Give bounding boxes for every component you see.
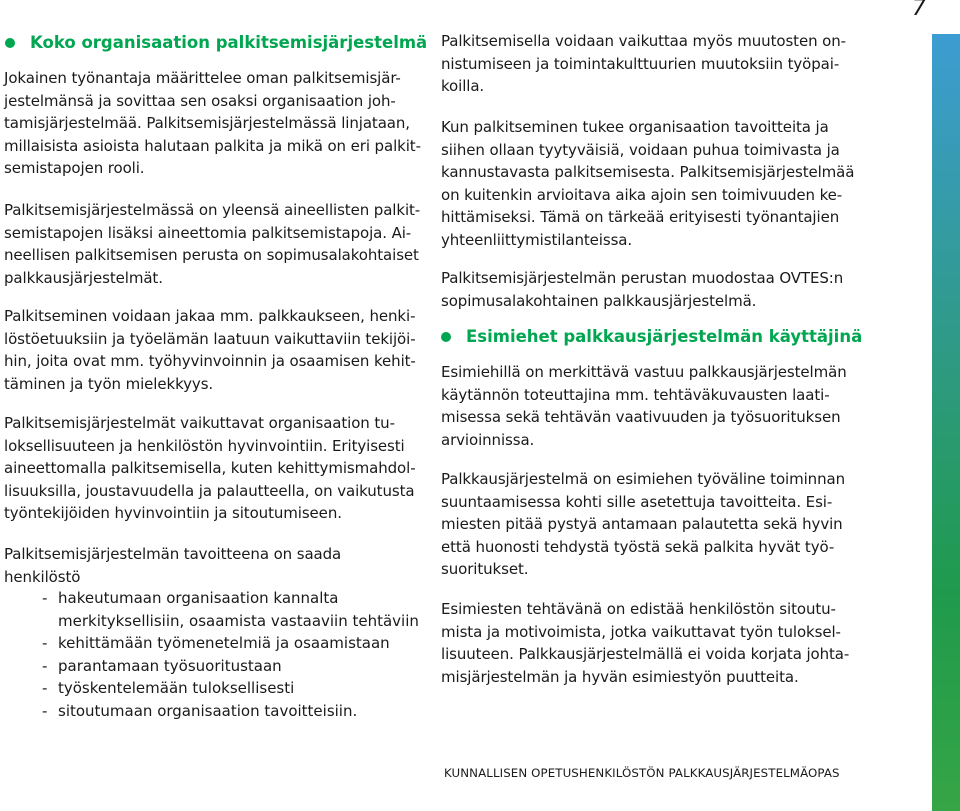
text-line: suoritukset. [441,560,529,578]
text-line: mista ja motivoimista, jotka vaikuttavat työn tuloksel- [441,622,841,641]
text-line: jestelmänsä ja sovittaa sen osaksi organisaation joh- [4,91,396,110]
text-line: misjärjestelmän ja hyvän esimiestyön puutteita. [441,667,799,686]
paragraph [441,598,849,688]
text-line: palkkausjärjestelmät. [4,268,163,287]
list-item [4,700,419,723]
paragraph [4,67,421,180]
dash-marker: - [42,701,48,720]
text-line: aineettomalla palkitsemisella, kuten kehittymismahdol- [4,459,416,477]
text-line: Palkitsemisjärjestelmät vaikuttavat organisaation tu- [4,414,395,432]
paragraph [441,30,846,98]
text-line: on kuitenkin arvioitava aika ajoin sen toimivuuden ke- [441,185,843,204]
text-line: työskentelemään tuloksellisesti [58,679,295,697]
text-line: Esimiehillä on merkittävä vastuu palkkausjärjestelmän [441,363,847,381]
text-line: nistumiseen ja toimintakulttuurien muutoksiin työpai- [441,54,840,73]
dash-marker: - [42,634,48,652]
text-line: tamisjärjestelmää. Palkitsemisjärjestelmässä linjataan, [4,114,410,132]
text-line: merkityksellisiin, osaamista vastaaviin tehtäviin [58,611,419,630]
text-line: sitoutumaan organisaation tavoitteisiin. [58,701,358,720]
footer-publication-title: KUNNALLISEN OPETUSHENKILÖSTÖN PALKKAUSJÄRJESTELMÄOPAS [444,766,840,780]
text-line: sopimusalakohtainen palkkausjärjestelmä. [441,291,757,310]
text-line: siihen ollaan tyytyväisiä, voidaan puhua toimivasta ja [441,140,840,159]
text-line: löstöetuuksiin ja työelämän laatuun vaikuttaviin tekijöi- [4,329,416,348]
paragraph [4,199,420,289]
text-line: työntekijöiden hyvinvointiin ja sitoutumiseen. [4,504,342,522]
page-number: 7 [912,0,926,21]
paragraph [441,361,847,451]
dash-marker: - [42,656,48,675]
paragraph [441,267,843,312]
text-line: kannustavasta palkitsemisesta. Palkitsemisjärjestelmää [441,163,855,181]
text-line: semistapojen lisäksi aineettomia palkitsemistapoja. Ai- [4,223,412,242]
text-line: semistapojen rooli. [4,159,145,177]
text-line: Esimiesten tehtävänä on edistää henkilöstön sitoutu- [441,600,836,618]
text-line: Palkitsemisjärjestelmässä on yleensä aineellisten palkit- [4,201,421,219]
paragraph [441,468,845,581]
text-line: miesten pitää pystyä antamaan palautetta sekä hyvin [441,515,843,533]
list-item [4,655,419,678]
text-line: Palkitsemisjärjestelmän tavoitteena on saada [4,545,342,563]
text-line: misessa sekä tehtävän vaativuuden ja työsuorituksen [441,408,841,426]
text-line: parantamaan työsuoritustaan [58,656,282,675]
text-line: Kun palkitseminen tukee organisaation tavoitteita ja [441,118,829,136]
text-line: täminen ja työn mielekkyys. [4,374,214,393]
goals-list [4,587,419,722]
text-line: hakeutumaan organisaation kannalta [58,589,339,607]
text-line: neellisen palkitsemisen perusta on sopimusalakohtaiset [4,246,419,264]
dash-marker: - [42,589,48,607]
list-item [4,632,419,655]
text-line: että huonosti tehdystä työstä sekä palkita hyvät työ- [441,537,835,556]
section-heading-esimiehet: Esimiehet palkkausjärjestelmän käyttäjinä [466,327,863,346]
list-item [4,677,419,700]
text-line: arvioinnissa. [441,430,535,449]
text-line: loksellisuuteen ja henkilöstön hyvinvointiin. Erityisesti [4,436,405,455]
paragraph [441,116,854,251]
list-item [4,587,419,632]
text-line: suuntaamisessa kohti sille asetettuja tavoitteita. Esi- [441,492,833,511]
dash-marker: - [42,679,48,697]
text-line: Palkkausjärjestelmä on esimiehen työväline toiminnan [441,470,845,488]
paragraph [4,412,416,525]
text-line: lisuuksilla, joustavuudella ja palautteella, on vaikutusta [4,481,415,500]
bullet-icon [441,332,451,342]
side-color-bar [932,34,960,811]
text-line: koilla. [441,77,485,95]
text-line: käytännön toteuttajina mm. tehtäväkuvausten laati- [441,385,830,404]
paragraph [4,305,416,395]
text-line: hin, joita ovat mm. työhyvinvoinnin ja osaamisen kehit- [4,352,416,370]
text-line: kehittämään työmenetelmiä ja osaamistaan [58,634,390,652]
paragraph [4,543,341,588]
text-line: Palkitseminen voidaan jakaa mm. palkkaukseen, henki- [4,307,416,325]
text-line: lisuuteen. Palkkausjärjestelmällä ei voida korjata johta- [441,645,850,663]
text-line: Palkitsemisjärjestelmän perustan muodostaa OVTES:n [441,269,844,287]
bullet-icon [5,38,15,48]
section-heading-palkitsemisjarjestelma: Koko organisaation palkitsemisjärjestelmä [30,33,428,52]
text-line: Palkitsemisella voidaan vaikuttaa myös muutosten on- [441,32,846,50]
text-line: millaisista asioista halutaan palkita ja mikä on eri palkit- [4,136,421,155]
text-line: yhteenliittymistilanteissa. [441,230,633,249]
text-line: hittämiseksi. Tämä on tärkeää erityisesti työnantajien [441,208,840,226]
text-line: henkilöstö [4,567,81,586]
text-line: Jokainen työnantaja määrittelee oman palkitsemisjär- [4,69,401,87]
